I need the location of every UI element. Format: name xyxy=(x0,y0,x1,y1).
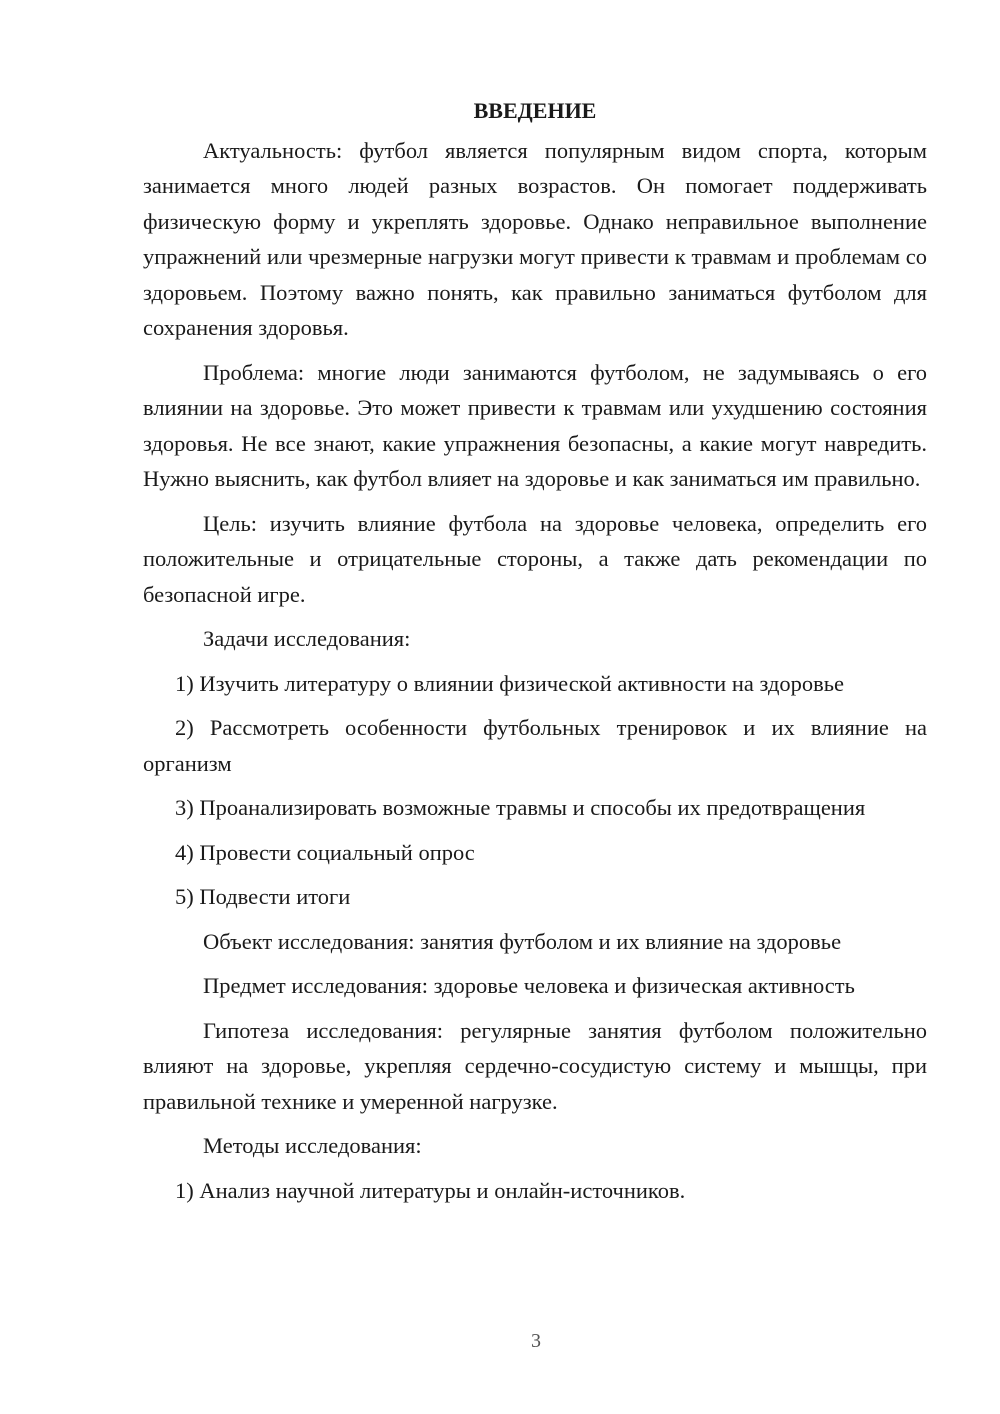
goal-paragraph: Цель: изучить влияние футбола на здоровье человека, определить его положительные и отрицательные стороны, а также дать рекомендации по безопасной игре. xyxy=(143,510,927,607)
hypothesis-paragraph: Гипотеза исследования: регулярные занятия футболом положительно влияют на здоровье, укрепляя сердечно-сосудистую систему и мышцы, при правильной технике и умеренной нагрузке. xyxy=(143,1017,927,1114)
document-title: ВВЕДЕНИЕ xyxy=(473,98,597,123)
relevance-paragraph: Актуальность: футбол является популярным видом спорта, которым занимается много людей разных возрастов. Он помогает поддерживать физическую форму и укреплять здоровье. Однако неправильное выполнение упражнений или чрезмерные нагрузки могут привести к травмам и проблемам со здоровьем. Поэтому важно понять, как правильно заниматься футболом для сохранения здоровья. xyxy=(143,137,927,340)
task-item-5: 5) Подвести итоги xyxy=(175,884,351,909)
object-paragraph: Объект исследования: занятия футболом и их влияние на здоровье xyxy=(203,928,842,954)
subject-paragraph: Предмет исследования: здоровье человека и физическая активность xyxy=(203,973,855,998)
document-page xyxy=(143,93,927,1217)
problem-paragraph: Проблема: многие люди занимаются футболом, не задумываясь о его влиянии на здоровье. Это может привести к травмам или ухудшению состояния здоровья. Не все знают, какие упражнения безопасны, а какие могут навредить. Нужно выяснить, как футбол влияет на здоровье и как заниматься им правильно. xyxy=(143,359,927,491)
task-item-1: 1) Изучить литературу о влиянии физической активности на здоровье xyxy=(175,670,845,696)
task-item-3: 3) Проанализировать возможные травмы и способы их предотвращения xyxy=(175,795,866,820)
page-number: 3 xyxy=(531,1330,541,1352)
methods-heading: Методы исследования: xyxy=(203,1133,422,1158)
task-item-4: 4) Провести социальный опрос xyxy=(175,839,475,865)
method-item-1: 1) Анализ научной литературы и онлайн-источников. xyxy=(175,1177,686,1203)
tasks-heading: Задачи исследования: xyxy=(203,626,411,651)
task-item-2: 2) Рассмотреть особенности футбольных тренировок и их влияние на организм xyxy=(143,715,927,776)
